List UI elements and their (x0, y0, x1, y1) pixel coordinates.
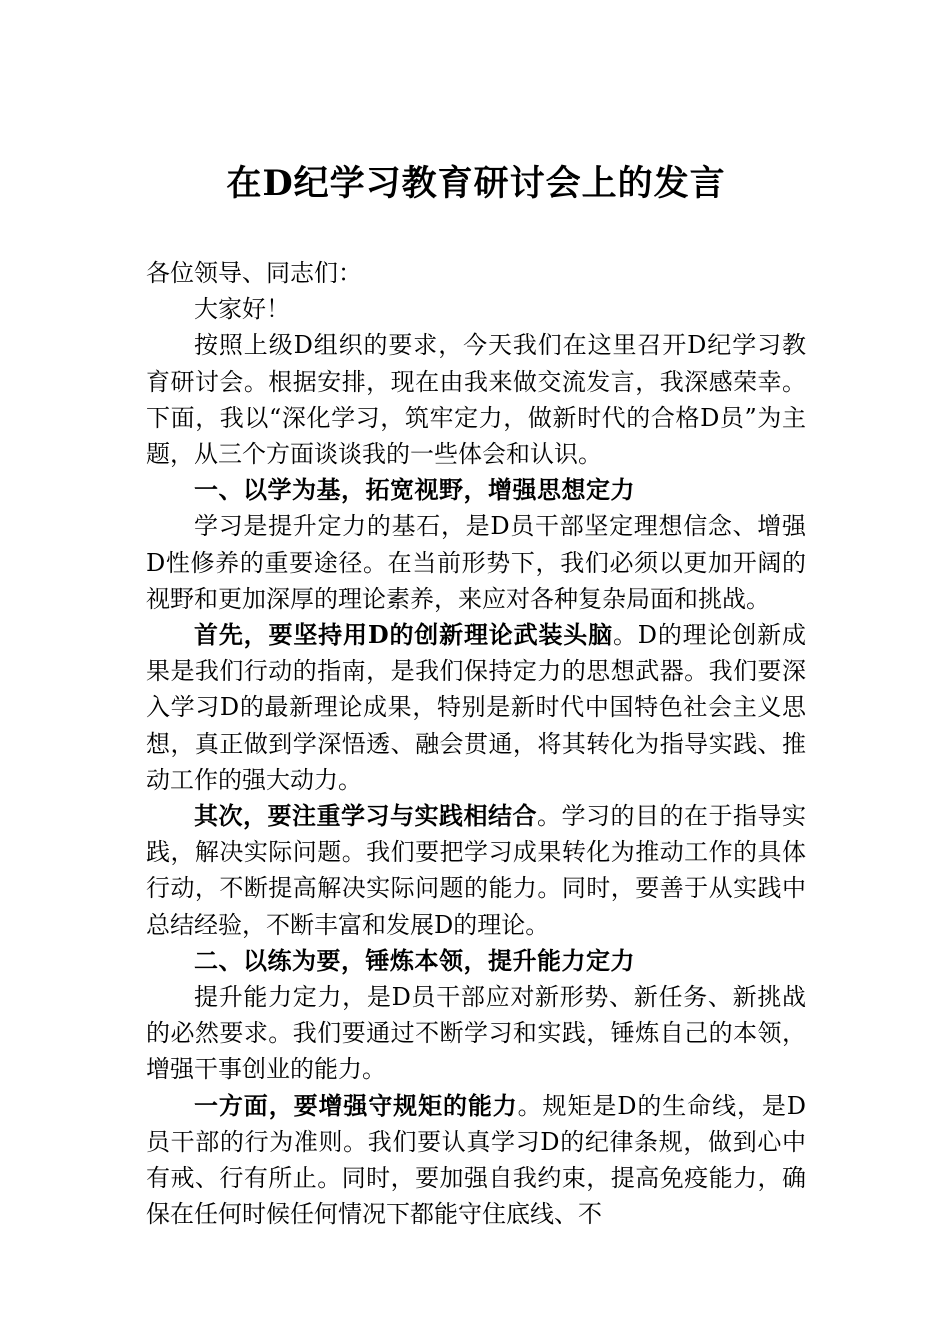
section-2-paragraph: 提升能力定力，是D员干部应对新形势、新任务、新挑战的必然要求。我们要通过不断学习和实践，锤炼自己的本领，增强干事创业的能力。 (146, 983, 806, 1084)
section-1-point-2 (146, 798, 806, 943)
section-1-heading: 一、以学为基，拓宽视野，增强思想定力 (194, 476, 635, 505)
section-1-point-2-text: 。学习的目的在于指导实践，解决实际问题。我们要把学习成果转化为推动工作的具体行动，不断提高解决实际问题的能力。同时，要善于从实践中总结经验，不断丰富和发展D的理论。 (146, 802, 806, 939)
section-1-point-1-lead: 首先，要坚持用D的创新理论武装头脑 (194, 620, 613, 650)
section-1-point-2-lead: 其次，要注重学习与实践相结合 (194, 801, 537, 831)
section-2-point-1 (146, 1088, 806, 1233)
document-title: 在D纪学习教育研讨会上的发言 (226, 163, 726, 204)
section-1-point-1-text: 。D的理论创新成果是我们行动的指南，是我们保持定力的思想武器。我们要深入学习D的最新理论成果，特别是新时代中国特色社会主义思想，真正做到学深悟透、融会贯通，将其转化为指导实践、推动工作的强大动力。 (146, 621, 806, 794)
intro-paragraph: 按照上级D组织的要求，今天我们在这里召开D纪学习教育研讨会。根据安排，现在由我来做交流发言，我深感荣幸。下面，我以“深化学习，筑牢定力，做新时代的合格D员”为主题，从三个方面谈谈我的一些体会和认识。 (146, 331, 806, 469)
section-1-point-1 (146, 617, 806, 798)
section-2-point-1-lead: 一方面，要增强守规矩的能力 (194, 1090, 518, 1120)
section-1-paragraph: 学习是提升定力的基石，是D员干部坚定理想信念、增强D性修养的重要途径。在当前形势下，我们必须以更加开阔的视野和更加深厚的理论素养，来应对各种复杂局面和挑战。 (146, 512, 806, 613)
section-2-heading: 二、以练为要，锤炼本领，提升能力定力 (194, 946, 635, 975)
section-2-point-1-text: 。规矩是D的生命线，是D员干部的行为准则。我们要认真学习D的纪律条规，做到心中有戒、行有所止。同时，要加强自我约束，提高免疫能力，确保在任何时候任何情况下都能守住底线、不 (146, 1091, 807, 1229)
salutation: 各位领导、同志们： (146, 259, 362, 287)
document-body (146, 255, 806, 1232)
greeting: 大家好！ (194, 295, 290, 324)
